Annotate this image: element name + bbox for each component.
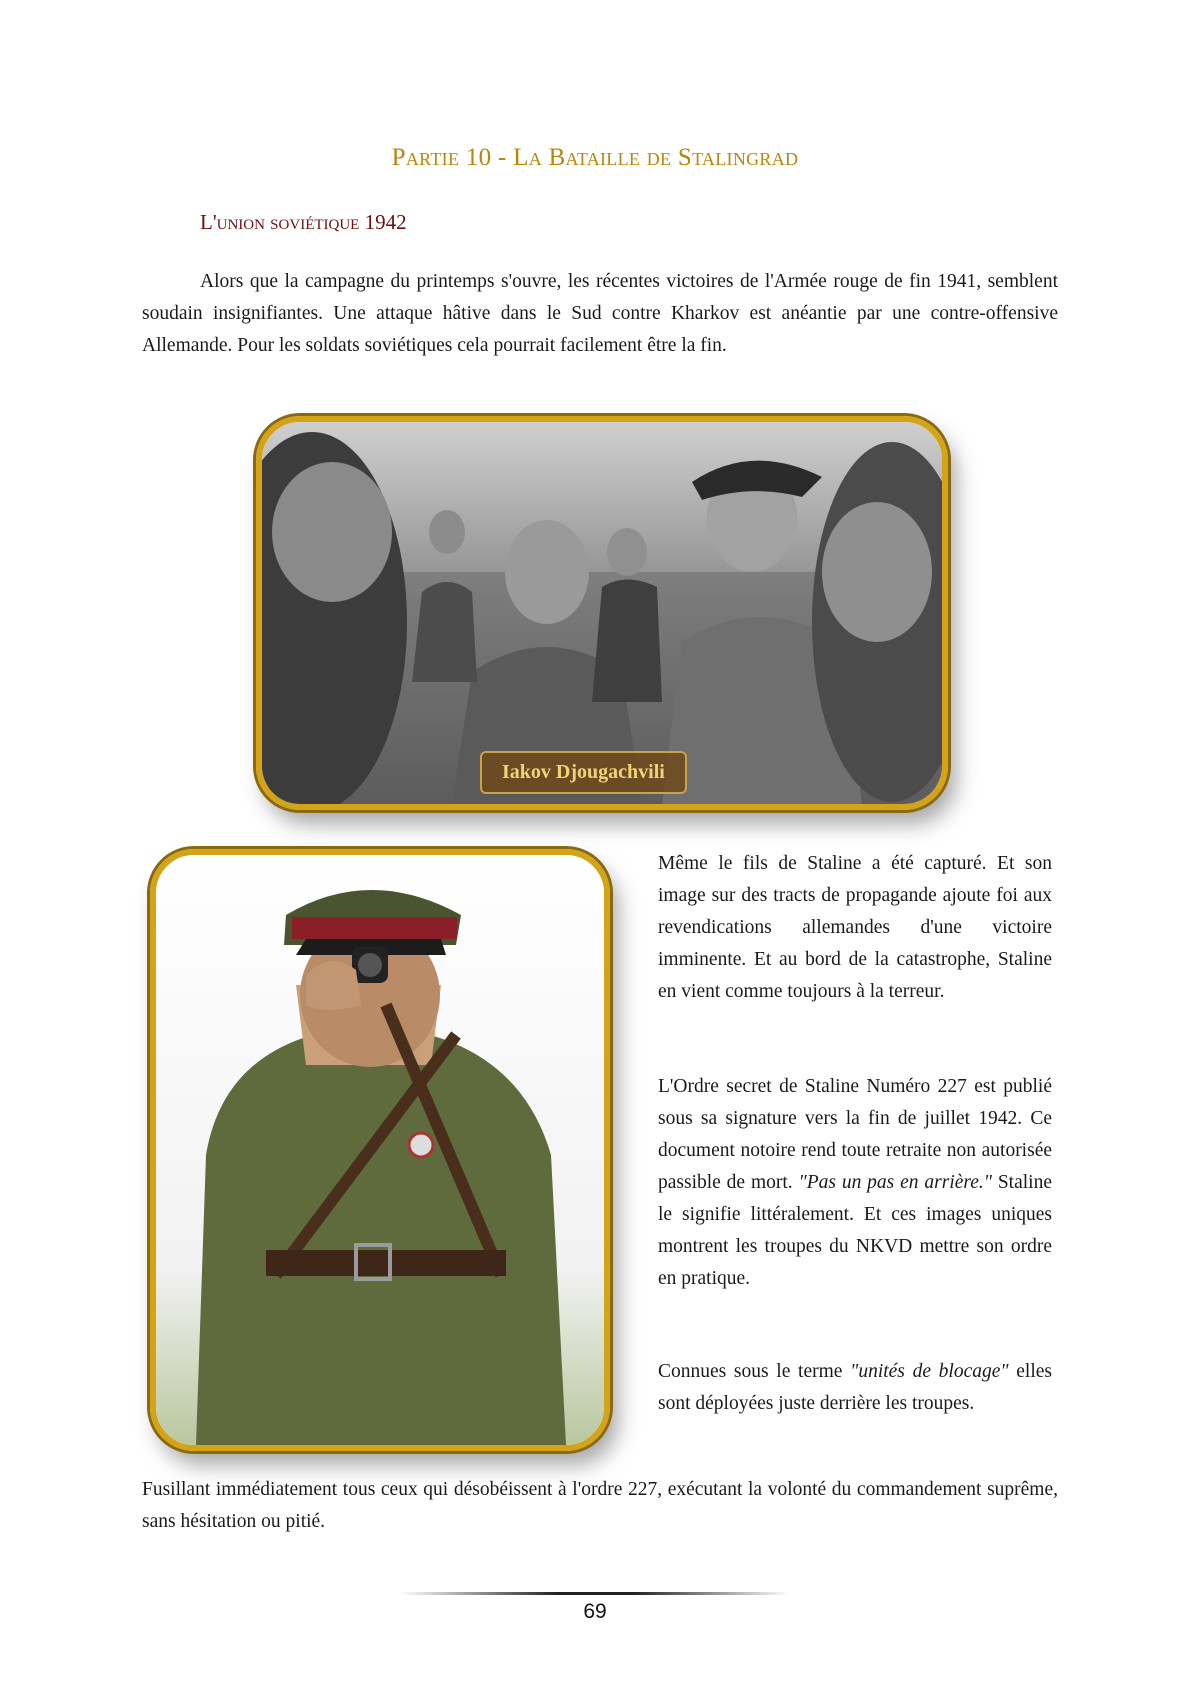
photo-officer-aiming-pistol — [156, 855, 604, 1445]
order-text-start: L'Ordre secret de Staline Numéro 227 est publié sous sa signature vers la fin de juillet 1942. Ce document notoire rend toute retraite non autorisée passible de mort. — [658, 1076, 1052, 1193]
closing-paragraph: Fusillant immédiatement tous ceux qui désobéissent à l'ordre 227, exécutant la volonté du commandement suprême, sans hésitation ou pitié. — [142, 1479, 1058, 1532]
blocking-text-start: Connues sous le terme — [658, 1361, 851, 1382]
order-227-paragraph — [658, 1071, 1052, 1295]
captured-son-paragraph: Même le fils de Staline a été capturé. Et son image sur des tracts de propagande ajoute foi aux revendications allemandes d'une victoire imminente. Et au bord de la catastrophe, Staline en vient comme toujours à la terreur. — [658, 853, 1052, 1002]
intro-paragraph: Alors que la campagne du printemps s'ouvre, les récentes victoires de l'Armée rouge de fin 1941, semblent soudain insignifiantes. Une attaque hâtive dans le Sud contre Kharkov est anéantie par une contre-offensive Allemande. Pour les soldats soviétiques cela pourrait facilement être la fin. — [142, 271, 1058, 356]
blocking-quote: "unités de blocage" — [850, 1361, 1009, 1382]
blocking-text-end: elles sont déployées juste derrière les troupes. — [658, 1361, 1053, 1414]
photo-captured-officers — [262, 422, 942, 804]
blocking-units-paragraph — [658, 1356, 1052, 1420]
section-subtitle: L'union soviétique 1942 — [200, 210, 407, 234]
photo-caption: Iakov Djougachvili — [480, 751, 687, 794]
order-text-end: Staline le signifie littéralement. Et ces images uniques montrent les troupes du NKVD mettre son ordre en pratique. — [658, 1172, 1052, 1289]
photo-nkvd-officer — [150, 849, 610, 1451]
page-number: 69 — [583, 1600, 607, 1623]
photo-iakov-djougachvili — [256, 416, 948, 810]
page-title: Partie 10 - La Bataille de Stalingrad — [391, 144, 799, 171]
footer-divider — [400, 1592, 790, 1595]
order-quote: "Pas un pas en arrière." — [798, 1172, 992, 1193]
